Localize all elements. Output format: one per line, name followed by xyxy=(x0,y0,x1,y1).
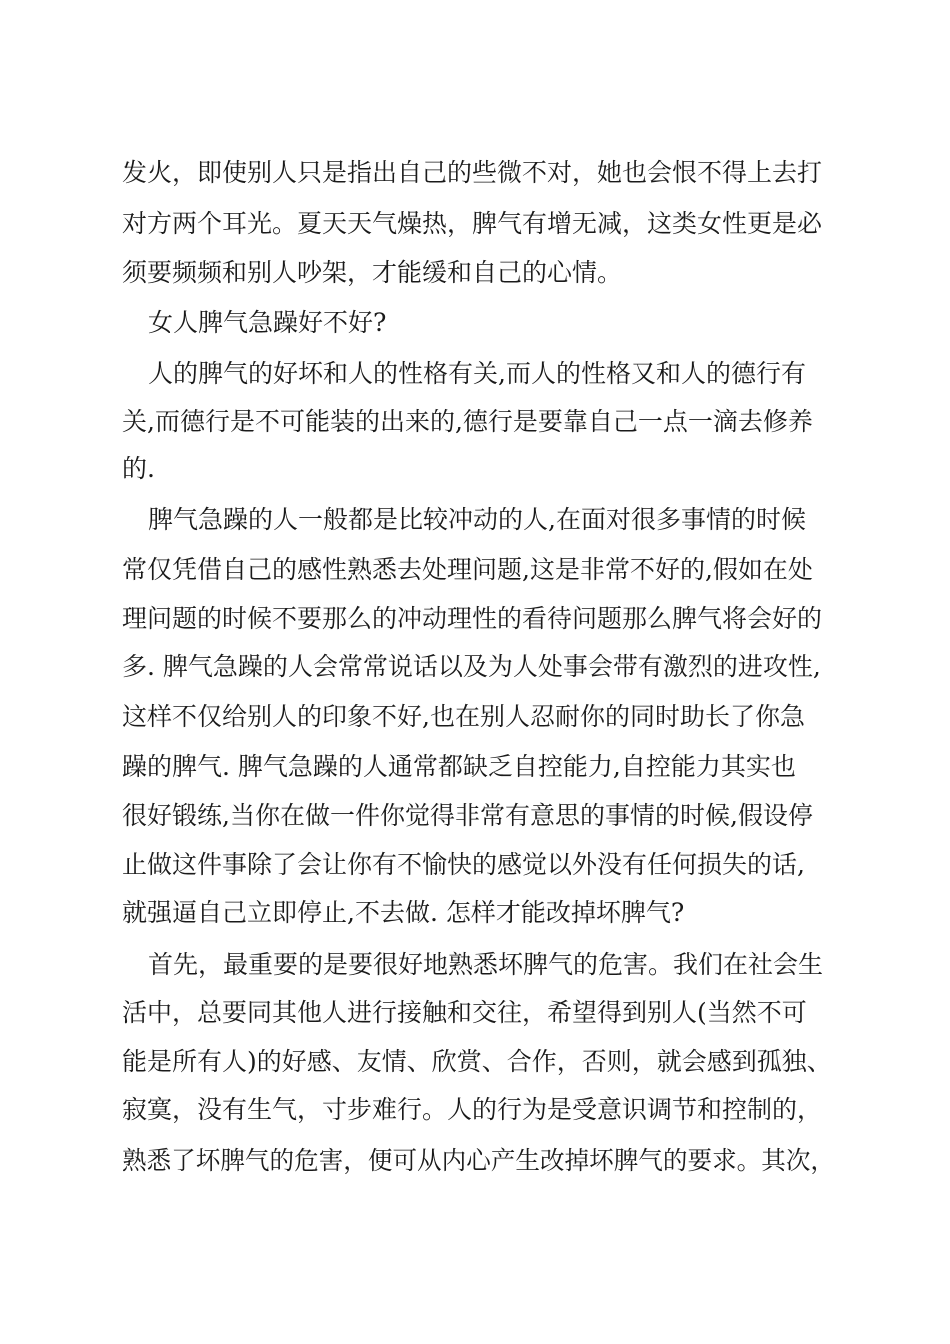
text-line: 须要频频和别人吵架，才能缓和自己的心情。 xyxy=(122,258,623,287)
text-line: 人的脾气的好坏和人的性格有关,而人的性格又和人的德行有 xyxy=(148,359,806,388)
text-line: 很好锻练,当你在做一件你觉得非常有意思的事情的时候,假设停 xyxy=(122,801,813,830)
text-line: 寂寞，没有生气，寸步难行。人的行为是受意识调节和控制的， xyxy=(122,1095,823,1124)
text-line: 活中，总要同其他人进行接触和交往，希望得到别人(当然不可 xyxy=(122,998,807,1027)
text-line: 熟悉了坏脾气的危害，便可从内心产生改掉坏脾气的要求。其次， xyxy=(122,1146,836,1175)
text-line: 理问题的时候不要那么的冲动理性的看待问题那么脾气将会好的 xyxy=(122,604,823,633)
text-line: 止做这件事除了会让你有不愉快的感觉以外没有任何损失的话, xyxy=(122,850,805,879)
text-line: 多. 脾气急躁的人会常常说话以及为人处事会带有激烈的进攻性, xyxy=(122,652,821,681)
text-line: 发火，即使别人只是指出自己的些微不对，她也会恨不得上去打 xyxy=(122,158,823,187)
text-line: 常仅凭借自己的感性熟悉去处理问题,这是非常不好的,假如在处 xyxy=(122,555,813,584)
text-line: 躁的脾气. 脾气急躁的人通常都缺乏自控能力,自控能力其实也 xyxy=(122,752,796,781)
text-line: 脾气急躁的人一般都是比较冲动的人,在面对很多事情的时候 xyxy=(148,505,806,534)
text-line: 对方两个耳光。夏天天气燥热，脾气有增无减，这类女性更是必 xyxy=(122,209,823,238)
text-line: 女人脾气急躁好不好? xyxy=(148,308,387,337)
text-line: 首先，最重要的是要很好地熟悉坏脾气的危害。我们在社会生 xyxy=(148,950,824,979)
text-line: 就强逼自己立即停止,不去做. 怎样才能改掉坏脾气? xyxy=(122,898,685,927)
text-line: 关,而德行是不可能装的出来的,德行是要靠自己一点一滴去修养 xyxy=(122,407,813,436)
text-line: 能是所有人)的好感、友情、欣赏、合作，否则，就会感到孤独、 xyxy=(122,1047,832,1076)
text-line: 的. xyxy=(122,454,155,483)
text-line: 这样不仅给别人的印象不好,也在别人忍耐你的同时助长了你急 xyxy=(122,702,805,731)
